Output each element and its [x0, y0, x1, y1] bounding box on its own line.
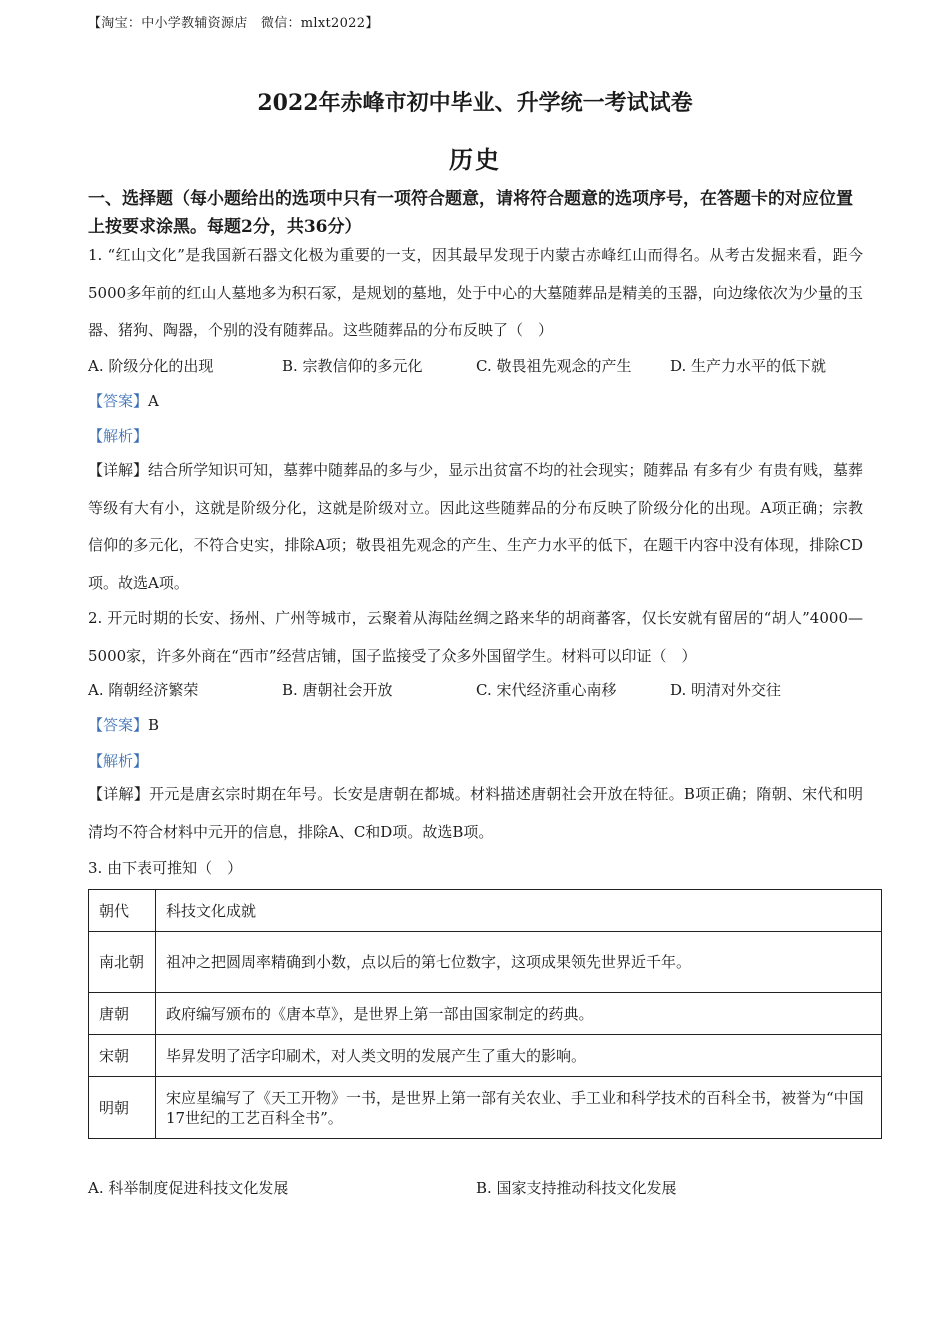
q1-answer [88, 391, 159, 411]
subject-title: 历史 [449, 145, 501, 174]
answer-tag: 【答案】 [88, 392, 149, 410]
q1-option-b: B. 宗教信仰的多元化 [282, 357, 423, 375]
q2-analysis [88, 751, 148, 771]
q1-stem: 1. “红山文化”是我国新石器文化极为重要的一支，因其最早发现于内蒙古赤峰红山而得名。从考古发掘来看，距今5000多年前的红山人墓地多为积石冢，是规划的墓地，处于中心的大墓随葬品是精美的玉器，向边缘依次为少量的玉器、猪狗、陶器，个别的没有随葬品。这些随葬品的分布反映了（ ） [88, 246, 863, 339]
q1-option-d: D. 生产力水平的低下就 [670, 357, 827, 375]
table-cell-achievement: 祖冲之把圆周率精确到小数，点以后的第七位数字，这项成果领先世界近千年。 [156, 932, 882, 993]
table-cell-dynasty: 明朝 [89, 1077, 156, 1139]
q1-option-c: C. 敬畏祖先观念的产生 [476, 357, 632, 375]
q2-stem: 2. 开元时期的长安、扬州、广州等城市，云聚着从海陆丝绸之路来华的胡商蕃客，仅长安就有留居的“胡人”4000—5000家，许多外商在“西市”经营店铺，国子监接受了众多外国留学生。材料可以印证（ ） [88, 609, 863, 665]
table-cell-dynasty: 宋朝 [89, 1035, 156, 1077]
table-header-row [89, 890, 882, 932]
q2-option-b: B. 唐朝社会开放 [282, 681, 393, 699]
q2-detail [88, 776, 863, 851]
q2-option-d: D. 明清对外交往 [670, 681, 782, 699]
table-row [89, 1035, 882, 1077]
q1-detail [88, 452, 863, 602]
q1-option-a: A. 阶级分化的出现 [88, 357, 214, 375]
q2-option-c: C. 宋代经济重心南移 [476, 681, 617, 699]
table-cell-dynasty: 南北朝 [89, 932, 156, 993]
q2-answer [88, 715, 159, 735]
table-cell-achievement: 毕昇发明了活字印刷术，对人类文明的发展产生了重大的影响。 [156, 1035, 882, 1077]
table-header-dynasty: 朝代 [89, 890, 156, 932]
answer-tag: 【答案】 [88, 716, 149, 734]
detail-tag: 【详解】 [88, 785, 150, 803]
q1-detail-text: 结合所学知识可知，墓葬中随葬品的多与少，显示出贫富不均的社会现实；随葬品 有多有少 有贵有贱，墓葬等级有大有小，这就是阶级分化，这就是阶级对立。因此这些随葬品的分布反映了阶级分化的出现。A项正确；宗教信仰的多元化，不符合史实，排除A项；敬畏祖先观念的产生、生产力水平的低下，在题干内容中没有体现，排除CD项。故选A项。 [88, 461, 863, 592]
watermark-text: 【淘宝：中小学教辅资源店 微信：mlxt2022】 [88, 16, 379, 31]
q2-answer-value: B [148, 716, 160, 734]
table-cell-dynasty: 唐朝 [89, 993, 156, 1035]
analysis-tag: 【解析】 [88, 752, 149, 770]
q2-detail-text: 开元是唐玄宗时期在年号。长安是唐朝在都城。材料描述唐朝社会开放在特征。B项正确；隋朝、宋代和明清均不符合材料中元开的信息，排除A、C和D项。故选B项。 [88, 785, 863, 841]
table-cell-achievement: 宋应星编写了《天工开物》一书，是世界上第一部有关农业、手工业和科学技术的百科全书，被誉为“中国17世纪的工艺百科全书”。 [156, 1077, 882, 1139]
table-row [89, 932, 882, 993]
q3-option-a: A. 科举制度促进科技文化发展 [88, 1179, 289, 1197]
q1-analysis [88, 426, 148, 446]
q2-option-a: A. 隋朝经济繁荣 [88, 681, 199, 699]
analysis-tag: 【解析】 [88, 427, 149, 445]
achievements-table [88, 889, 882, 1139]
q3-stem: 3. 由下表可推知（ ） [88, 859, 243, 877]
table-header-achievement: 科技文化成就 [156, 890, 882, 932]
q3-option-b: B. 国家支持推动科技文化发展 [476, 1179, 677, 1197]
q1-answer-value: A [148, 392, 159, 410]
table-row [89, 1077, 882, 1139]
table-cell-achievement: 政府编写颁布的《唐本草》，是世界上第一部由国家制定的药典。 [156, 993, 882, 1035]
exam-title: 2022年赤峰市初中毕业、升学统一考试试卷 [257, 90, 693, 116]
section-heading: 一、选择题（每小题给出的选项中只有一项符合题意，请将符合题意的选项序号，在答题卡的对应位置上按要求涂黑。每题2分，共36分） [88, 189, 853, 237]
table-row [89, 993, 882, 1035]
detail-tag: 【详解】 [88, 461, 149, 479]
